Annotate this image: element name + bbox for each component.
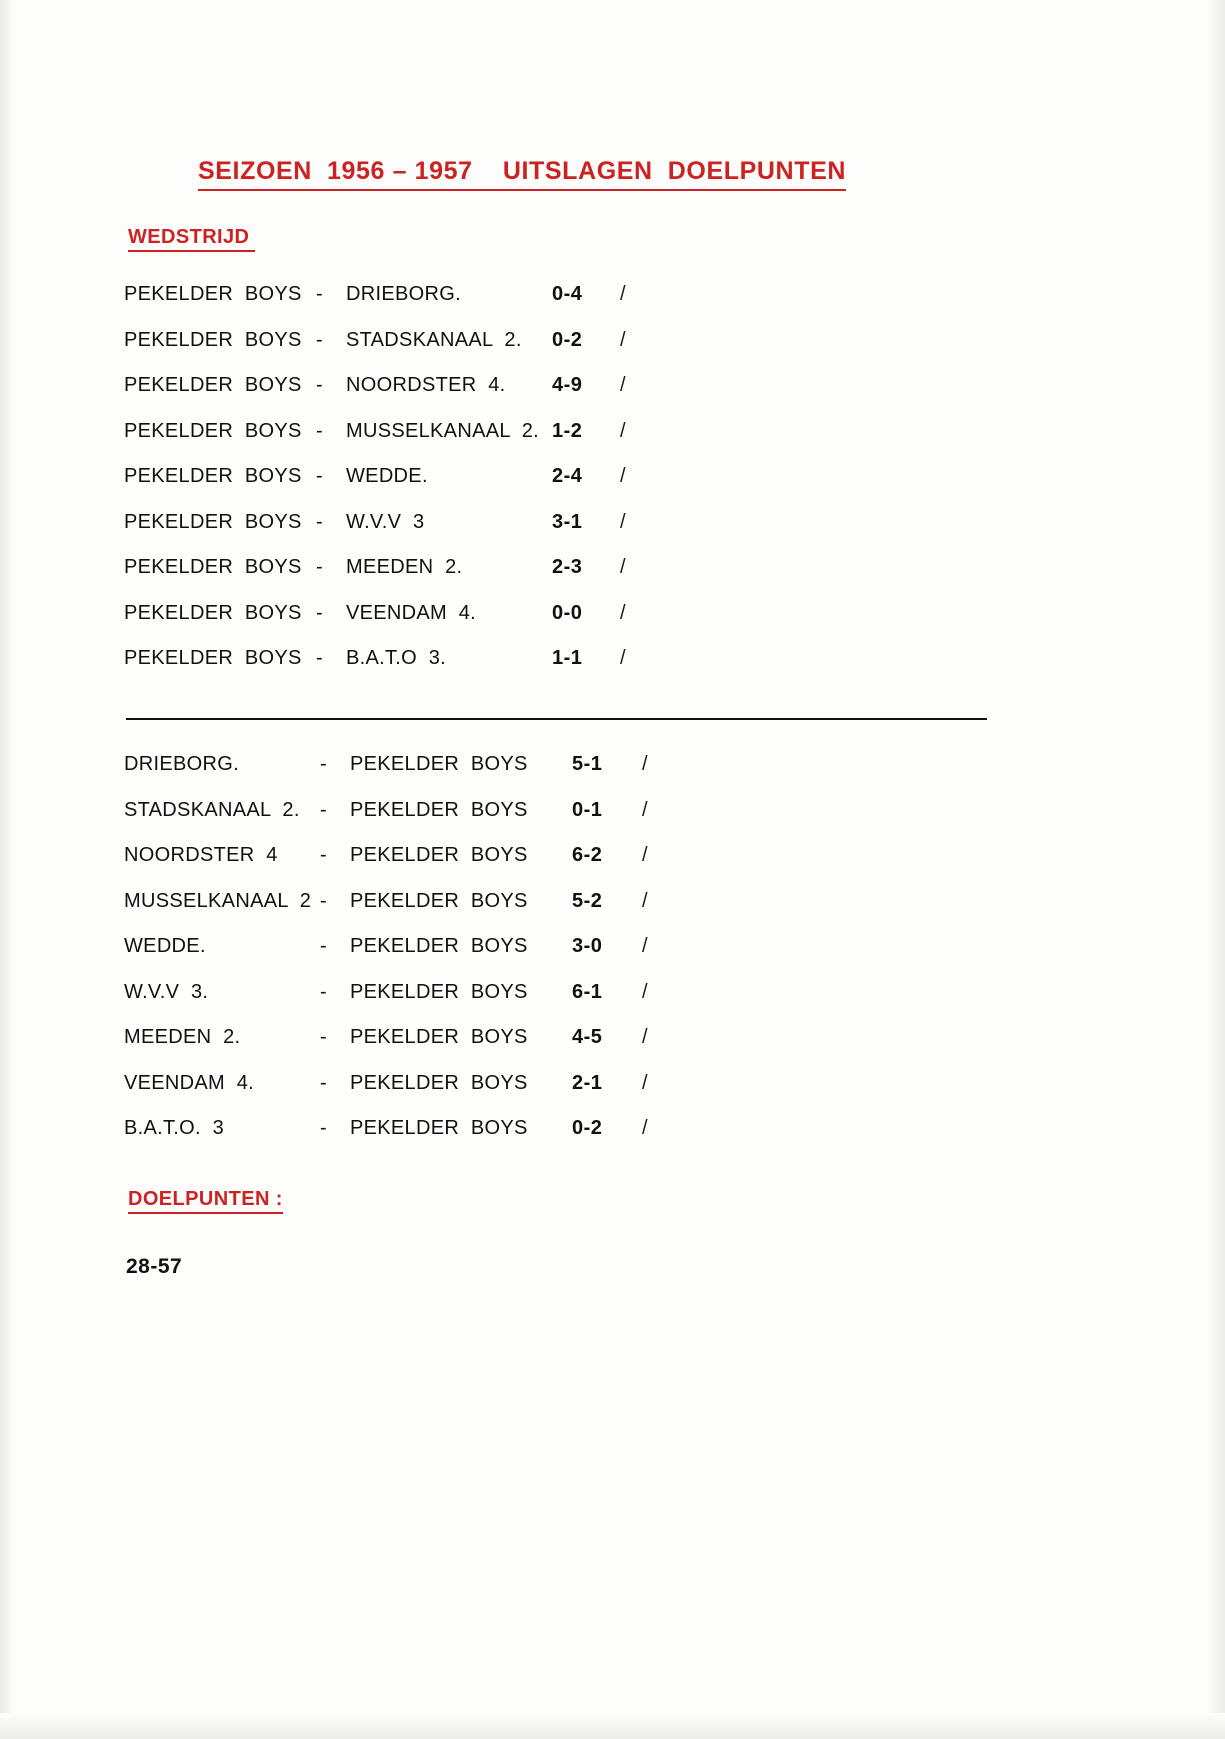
match-separator: -: [320, 935, 327, 958]
match-slash-mark: /: [620, 328, 626, 351]
match-home-team: W.V.V 3.: [124, 980, 209, 1003]
match-away-team: WEDDE.: [346, 465, 428, 488]
table-row: [124, 788, 682, 834]
match-home-team: B.A.T.O. 3: [124, 1117, 224, 1140]
match-home-team: PEKELDER BOYS: [124, 601, 302, 624]
match-separator: -: [316, 328, 323, 351]
match-separator: -: [320, 980, 327, 1003]
match-score: 4-5: [572, 1026, 603, 1049]
table-row: [124, 272, 660, 318]
match-score: 4-9: [552, 374, 583, 397]
match-away-team: PEKELDER BOYS: [350, 798, 528, 821]
goals-total-value: 28-57: [126, 1255, 183, 1278]
match-score: 0-0: [552, 601, 583, 624]
match-slash-mark: /: [620, 647, 626, 670]
match-separator: -: [316, 465, 323, 488]
table-row: [124, 454, 660, 500]
match-separator: -: [320, 844, 327, 867]
match-home-team: WEDDE.: [124, 935, 206, 958]
match-home-team: NOORDSTER 4: [124, 844, 278, 867]
match-away-team: PEKELDER BOYS: [350, 1071, 528, 1094]
match-home-team: PEKELDER BOYS: [124, 374, 302, 397]
match-slash-mark: /: [642, 1117, 648, 1140]
match-slash-mark: /: [620, 556, 626, 579]
table-row: [124, 636, 660, 682]
match-away-team: VEENDAM 4.: [346, 601, 476, 624]
match-home-team: PEKELDER BOYS: [124, 283, 302, 306]
section-heading-wedstrijd: WEDSTRIJD: [128, 226, 255, 252]
match-slash-mark: /: [620, 283, 626, 306]
match-slash-mark: /: [642, 935, 648, 958]
match-separator: -: [320, 1071, 327, 1094]
page-title: SEIZOEN 1956 – 1957 UITSLAGEN DOELPUNTEN: [198, 158, 846, 191]
table-row: [124, 970, 682, 1016]
match-away-team: W.V.V 3: [346, 510, 425, 533]
match-home-team: PEKELDER BOYS: [124, 510, 302, 533]
table-row: [124, 742, 682, 788]
table-row: [124, 545, 660, 591]
match-away-team: PEKELDER BOYS: [350, 935, 528, 958]
match-slash-mark: /: [620, 601, 626, 624]
match-separator: -: [320, 1117, 327, 1140]
match-separator: -: [320, 753, 327, 776]
away-matches-table: [124, 742, 682, 1152]
match-home-team: VEENDAM 4.: [124, 1071, 254, 1094]
home-matches-table: [124, 272, 660, 682]
match-separator: -: [316, 601, 323, 624]
match-separator: -: [320, 798, 327, 821]
table-row: [124, 591, 660, 637]
match-score: 1-1: [552, 647, 583, 670]
table-row: [124, 879, 682, 925]
table-row: [124, 363, 660, 409]
match-away-team: STADSKANAAL 2.: [346, 328, 522, 351]
match-away-team: PEKELDER BOYS: [350, 1026, 528, 1049]
match-separator: -: [316, 556, 323, 579]
match-slash-mark: /: [642, 1071, 648, 1094]
match-slash-mark: /: [642, 889, 648, 912]
match-home-team: PEKELDER BOYS: [124, 556, 302, 579]
section-heading-doelpunten: DOELPUNTEN :: [128, 1188, 283, 1214]
match-home-team: PEKELDER BOYS: [124, 465, 302, 488]
table-row: [124, 1015, 682, 1061]
table-row: [124, 833, 682, 879]
match-home-team: DRIEBORG.: [124, 753, 239, 776]
match-score: 6-1: [572, 980, 603, 1003]
match-slash-mark: /: [642, 1026, 648, 1049]
match-home-team: PEKELDER BOYS: [124, 647, 302, 670]
match-score: 3-0: [572, 935, 603, 958]
home-matches-body: [124, 272, 660, 682]
match-score: 0-4: [552, 283, 583, 306]
table-row: [124, 924, 682, 970]
away-matches-body: [124, 742, 682, 1152]
match-separator: -: [316, 647, 323, 670]
table-row: [124, 500, 660, 546]
match-score: 1-2: [552, 419, 583, 442]
table-row: [124, 318, 660, 364]
match-slash-mark: /: [642, 980, 648, 1003]
match-separator: -: [316, 283, 323, 306]
match-away-team: PEKELDER BOYS: [350, 889, 528, 912]
page-edge-shadow-bottom: [0, 1713, 1225, 1739]
match-separator: -: [316, 510, 323, 533]
table-row: [124, 1106, 682, 1152]
match-away-team: PEKELDER BOYS: [350, 1117, 528, 1140]
match-slash-mark: /: [642, 753, 648, 776]
match-separator: -: [320, 1026, 327, 1049]
match-home-team: MUSSELKANAAL 2: [124, 889, 312, 912]
match-slash-mark: /: [642, 798, 648, 821]
match-score: 0-1: [572, 798, 603, 821]
match-separator: -: [320, 889, 327, 912]
page-edge-shadow-left: [0, 0, 14, 1739]
match-slash-mark: /: [642, 844, 648, 867]
match-slash-mark: /: [620, 510, 626, 533]
match-slash-mark: /: [620, 465, 626, 488]
match-away-team: NOORDSTER 4.: [346, 374, 506, 397]
section-divider: [126, 718, 987, 720]
match-home-team: MEEDEN 2.: [124, 1026, 241, 1049]
match-score: 0-2: [552, 328, 583, 351]
match-score: 3-1: [552, 510, 583, 533]
match-home-team: PEKELDER BOYS: [124, 328, 302, 351]
match-score: 5-1: [572, 753, 603, 776]
page-edge-shadow-right: [1207, 0, 1225, 1739]
match-score: 2-1: [572, 1071, 603, 1094]
match-score: 5-2: [572, 889, 603, 912]
match-score: 2-3: [552, 556, 583, 579]
match-separator: -: [316, 419, 323, 442]
match-home-team: STADSKANAAL 2.: [124, 798, 300, 821]
table-row: [124, 1061, 682, 1107]
match-slash-mark: /: [620, 419, 626, 442]
match-away-team: B.A.T.O 3.: [346, 647, 446, 670]
match-away-team: PEKELDER BOYS: [350, 844, 528, 867]
match-away-team: MEEDEN 2.: [346, 556, 463, 579]
match-away-team: PEKELDER BOYS: [350, 980, 528, 1003]
match-score: 0-2: [572, 1117, 603, 1140]
match-away-team: PEKELDER BOYS: [350, 753, 528, 776]
match-away-team: DRIEBORG.: [346, 283, 461, 306]
match-slash-mark: /: [620, 374, 626, 397]
match-score: 6-2: [572, 844, 603, 867]
match-home-team: PEKELDER BOYS: [124, 419, 302, 442]
match-separator: -: [316, 374, 323, 397]
table-row: [124, 409, 660, 455]
match-away-team: MUSSELKANAAL 2.: [346, 419, 540, 442]
match-score: 2-4: [552, 465, 583, 488]
